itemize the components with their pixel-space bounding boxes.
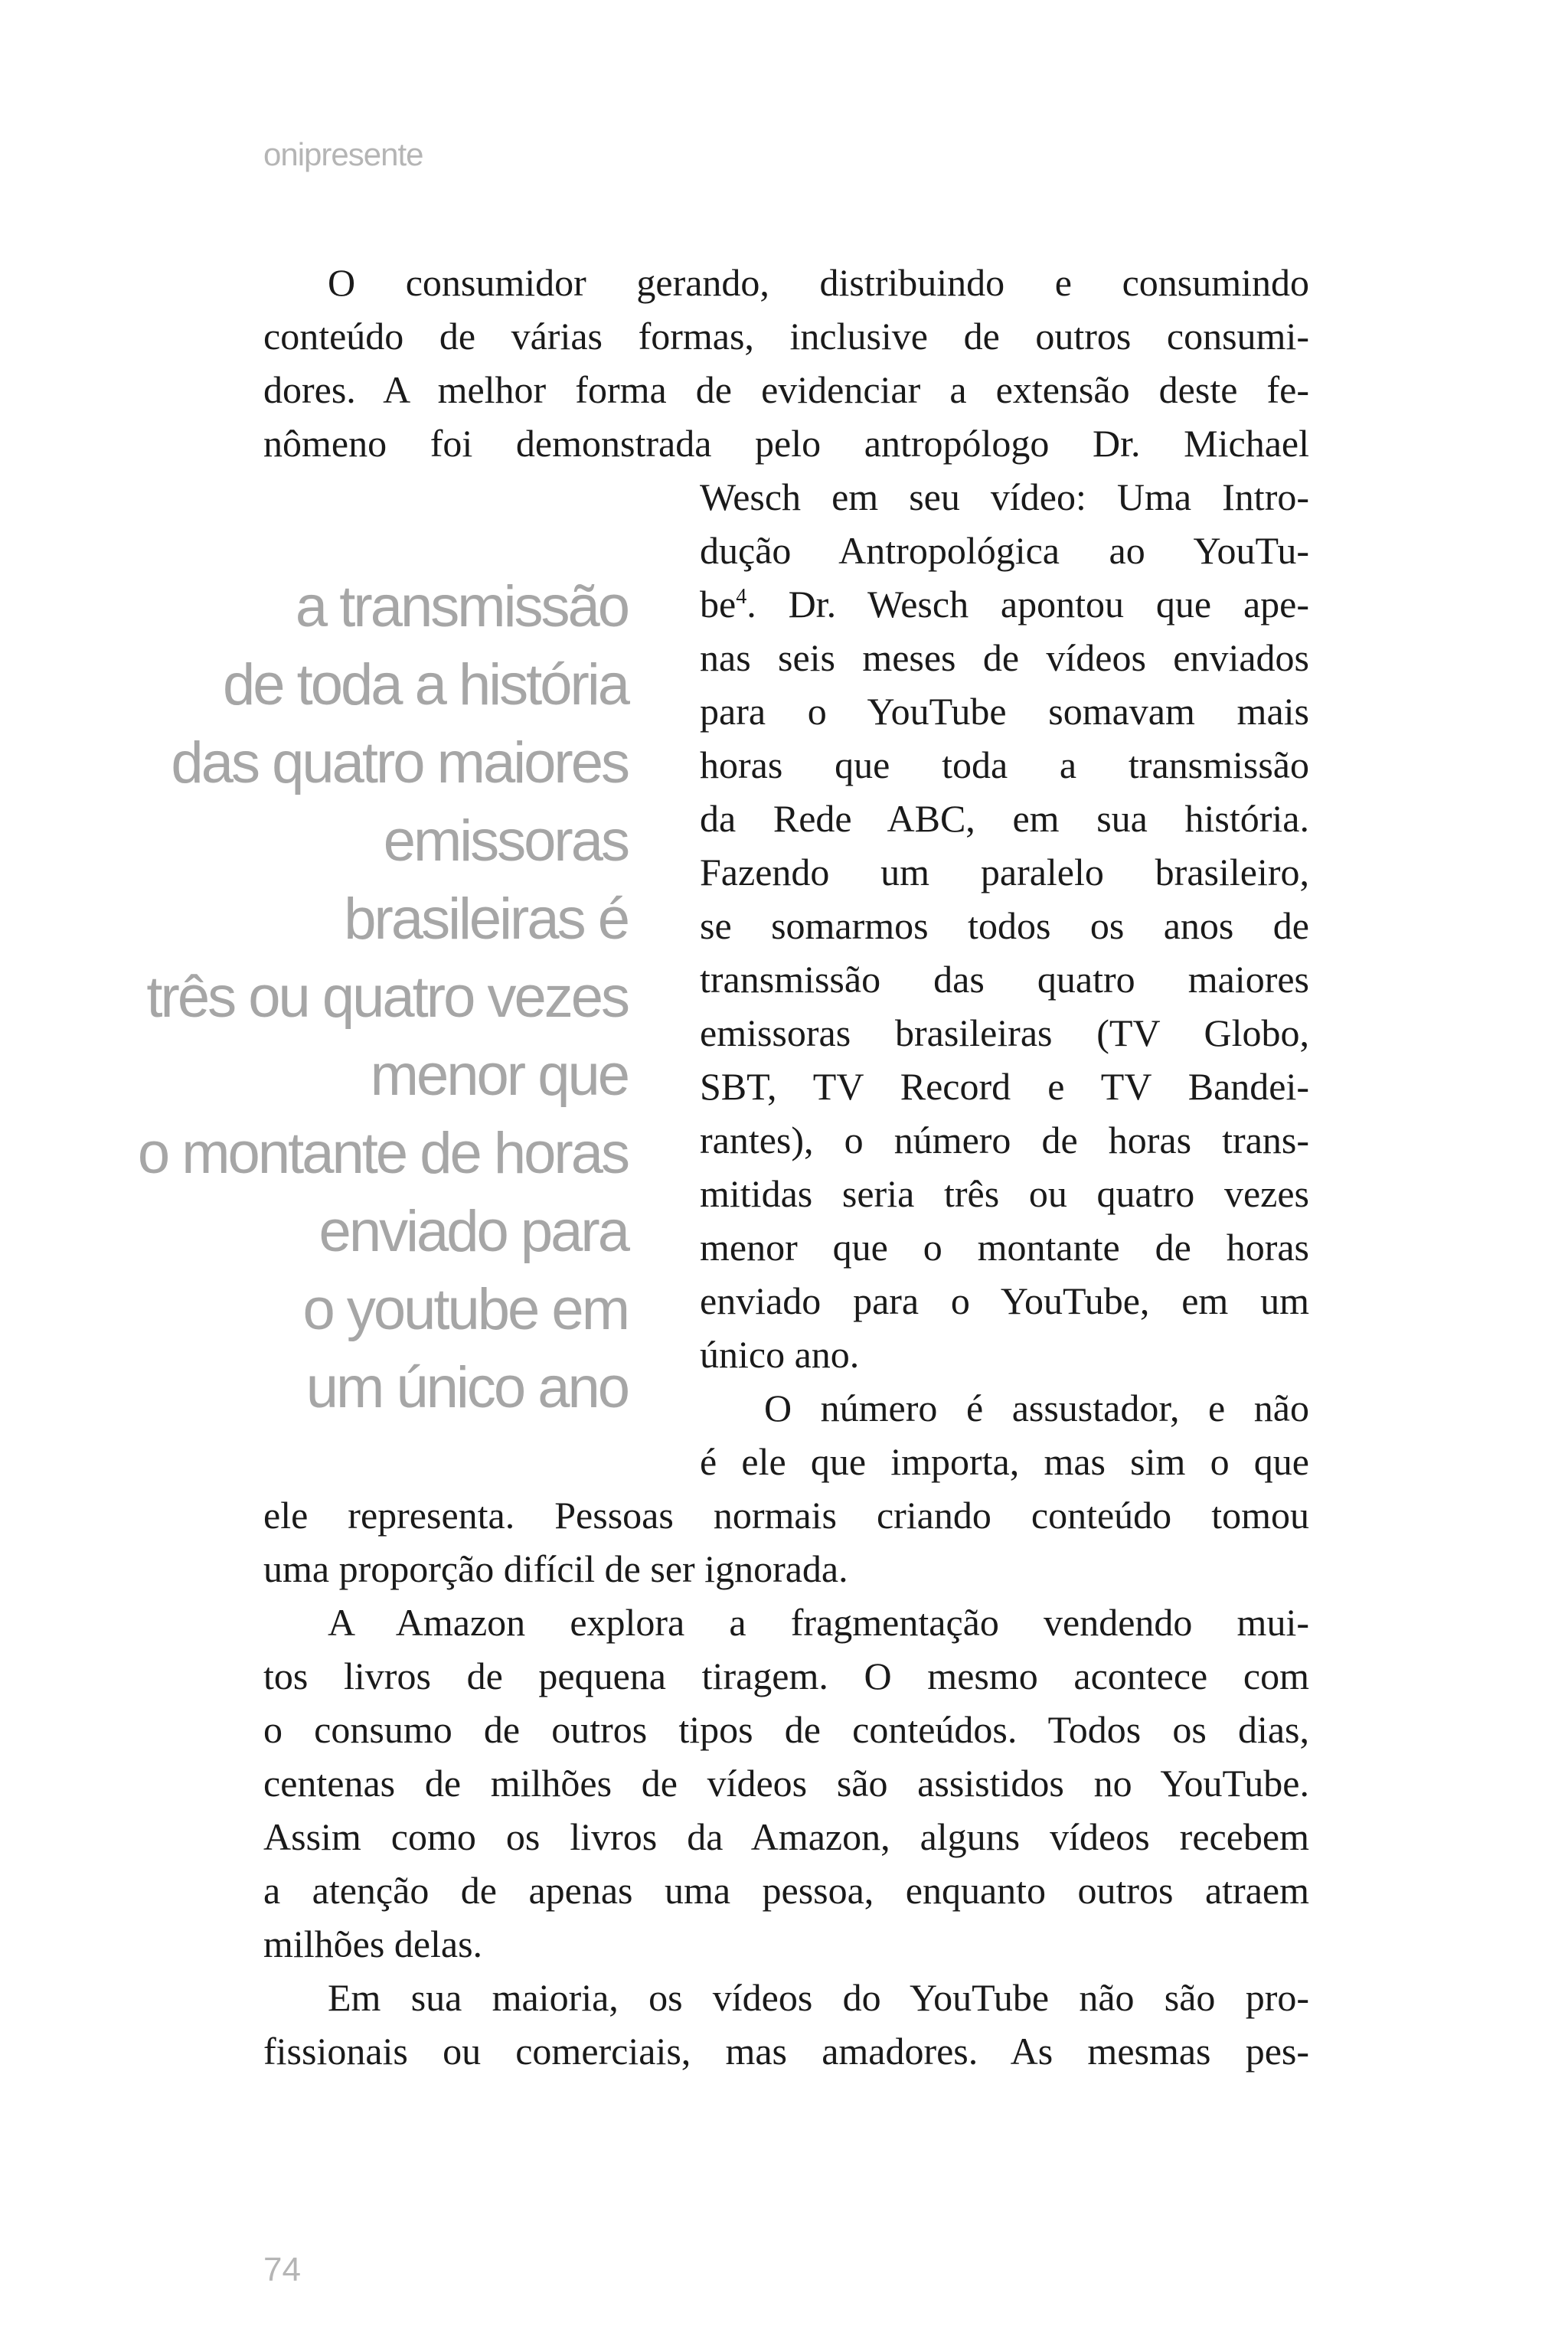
pull-quote-line: o montante de horas [137,1121,628,1186]
pull-quote-line: enviado para [318,1199,628,1264]
footnote-marker[interactable]: 4 [736,585,747,609]
body-line: dução Antropológica ao YouTu- [700,529,1309,572]
body-line: tos livros de pequena tiragem. O mesmo acontece com [263,1655,1309,1697]
body-line: transmissão das quatro maiores [700,958,1309,1001]
page-number: 74 [263,2251,301,2288]
body-text: be [700,583,737,626]
body-line: da Rede ABC, em sua história. [700,797,1309,840]
pull-quote-line: três ou quatro vezes [146,965,628,1030]
body-line-with-footnote [700,577,1309,631]
body-line: Wesch em seu vídeo: Uma Intro- [700,475,1309,518]
body-line: conteúdo de várias formas, inclusive de outros consumi- [263,315,1309,358]
body-line: menor que o montante de horas [700,1226,1309,1269]
body-line: ele representa. Pessoas normais criando conteúdo tomou [263,1494,1309,1537]
body-line: rantes), o número de horas trans- [700,1119,1309,1161]
body-line: uma proporção difícil de ser ignorada. [263,1547,848,1590]
pull-quote-line: menor que [370,1043,628,1108]
pull-quote-line: brasileiras é [344,887,628,952]
body-line: Em sua maioria, os vídeos do YouTube não são pro- [328,1976,1309,2019]
body-text: . Dr. Wesch apontou que ape- [746,583,1309,626]
body-line: o consumo de outros tipos de conteúdos. Todos os dias, [263,1708,1309,1751]
pull-quote [46,568,628,1427]
pull-quote-line: o youtube em [302,1277,628,1342]
pull-quote-line: emissoras [383,808,628,874]
body-line: SBT, TV Record e TV Bandei- [700,1065,1309,1108]
body-line: nômeno foi demonstrada pelo antropólogo Dr. Michael [263,422,1309,465]
body-line: centenas de milhões de vídeos são assistidos no YouTube. [263,1762,1309,1805]
body-line: milhões delas. [263,1922,483,1965]
body-line: O consumidor gerando, distribuindo e consumindo [328,261,1309,304]
body-line: Fazendo um paralelo brasileiro, [700,851,1309,893]
pull-quote-line: de toda a história [222,652,628,717]
body-line: é ele que importa, mas sim o que [700,1440,1309,1483]
pull-quote-line: um único ano [305,1355,628,1420]
body-line: O número é assustador, e não [764,1387,1309,1429]
body-line: Assim como os livros da Amazon, alguns vídeos recebem [263,1815,1309,1858]
body-line: fissionais ou comerciais, mas amadores. As mesmas pes- [263,2030,1309,2073]
pull-quote-line: das quatro maiores [171,730,628,795]
body-line: emissoras brasileiras (TV Globo, [700,1011,1309,1054]
body-line: se somarmos todos os anos de [700,904,1309,947]
running-head: onipresente [263,136,423,172]
body-line: a atenção de apenas uma pessoa, enquanto outros atraem [263,1869,1309,1912]
body-line: enviado para o YouTube, em um [700,1279,1309,1322]
body-line: nas seis meses de vídeos enviados [700,636,1309,679]
body-line: único ano. [700,1333,860,1376]
body-line: mitidas seria três ou quatro vezes [700,1172,1309,1215]
body-line: dores. A melhor forma de evidenciar a extensão deste fe- [263,368,1309,411]
body-line: para o YouTube somavam mais [700,690,1309,733]
body-line: horas que toda a transmissão [700,743,1309,786]
pull-quote-line: a transmissão [295,574,628,639]
body-line: A Amazon explora a fragmentação vendendo mui- [328,1601,1309,1644]
